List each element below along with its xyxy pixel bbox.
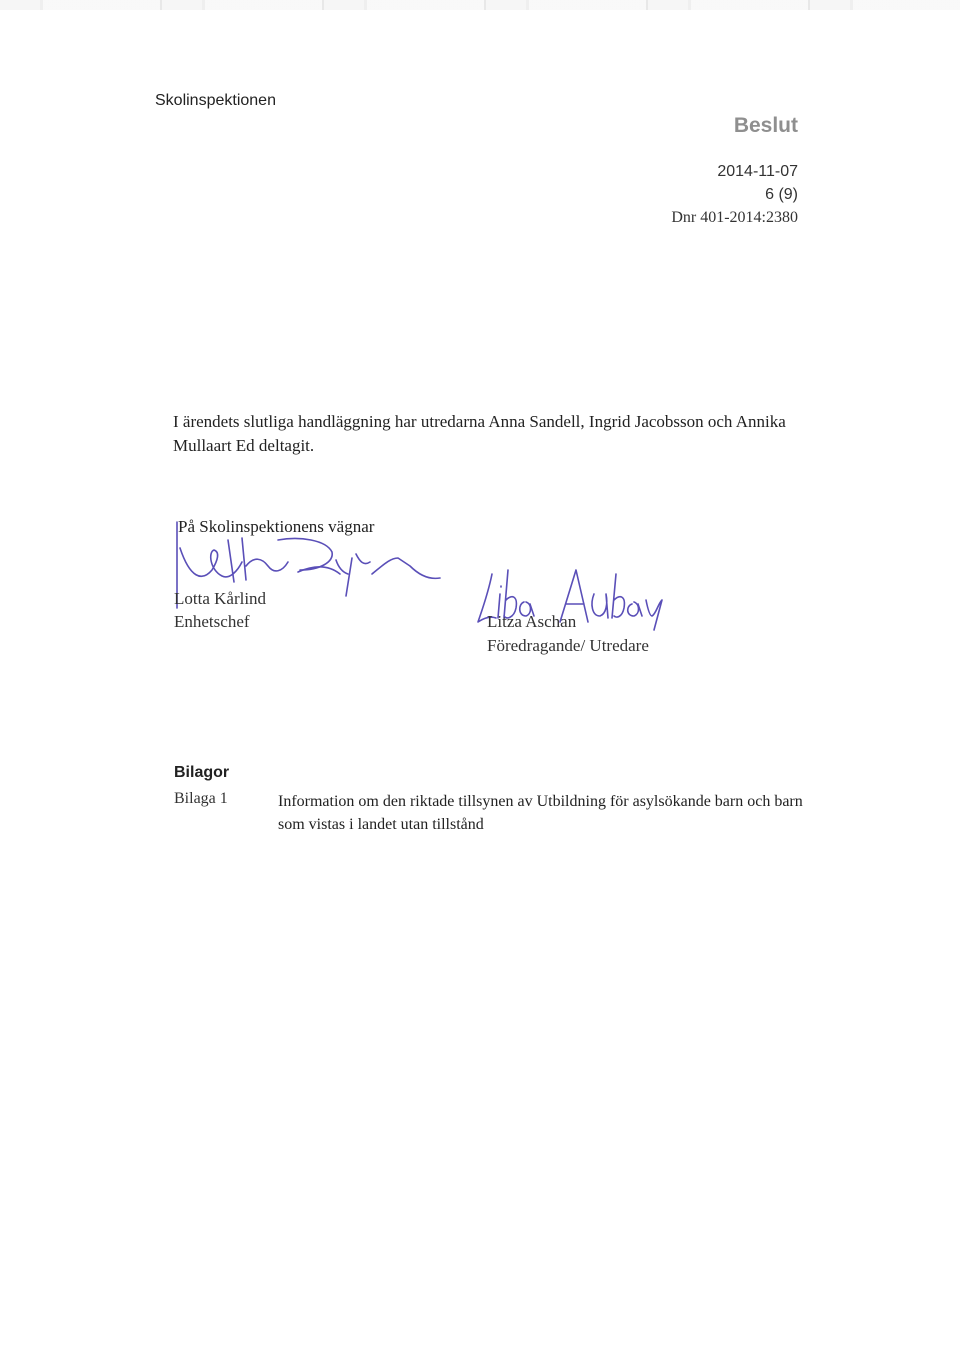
attachment-description: Information om den riktade tillsynen av Utbildning för asylsökande barn och barn som vistas i landet utan tillstånd — [278, 793, 803, 833]
body-paragraph: I ärendets slutliga handläggning har utredarna Anna Sandell, Ingrid Jacobsson och Annika Mullaart Ed deltagit. — [173, 412, 786, 455]
diary-number: Dnr 401-2014:2380 — [671, 209, 798, 226]
on-behalf-line: På Skolinspektionens vägnar — [178, 517, 375, 536]
organization-name: Skolinspektionen — [155, 92, 276, 109]
signatory-2-name: Litza Aschan — [487, 612, 577, 631]
scan-artifact-top-edge — [0, 0, 960, 10]
page-number: 6 (9) — [765, 186, 798, 203]
signatory-2-title: Föredragande/ Utredare — [487, 636, 649, 655]
attachments-heading: Bilagor — [174, 764, 230, 781]
document-meta — [671, 160, 798, 229]
signatory-1-title: Enhetschef — [174, 612, 250, 631]
document-date: 2014-11-07 — [717, 163, 798, 180]
signatory-1-name: Lotta Kårlind — [174, 589, 267, 608]
attachment-label: Bilaga 1 — [174, 790, 228, 807]
document-type: Beslut — [733, 114, 798, 137]
